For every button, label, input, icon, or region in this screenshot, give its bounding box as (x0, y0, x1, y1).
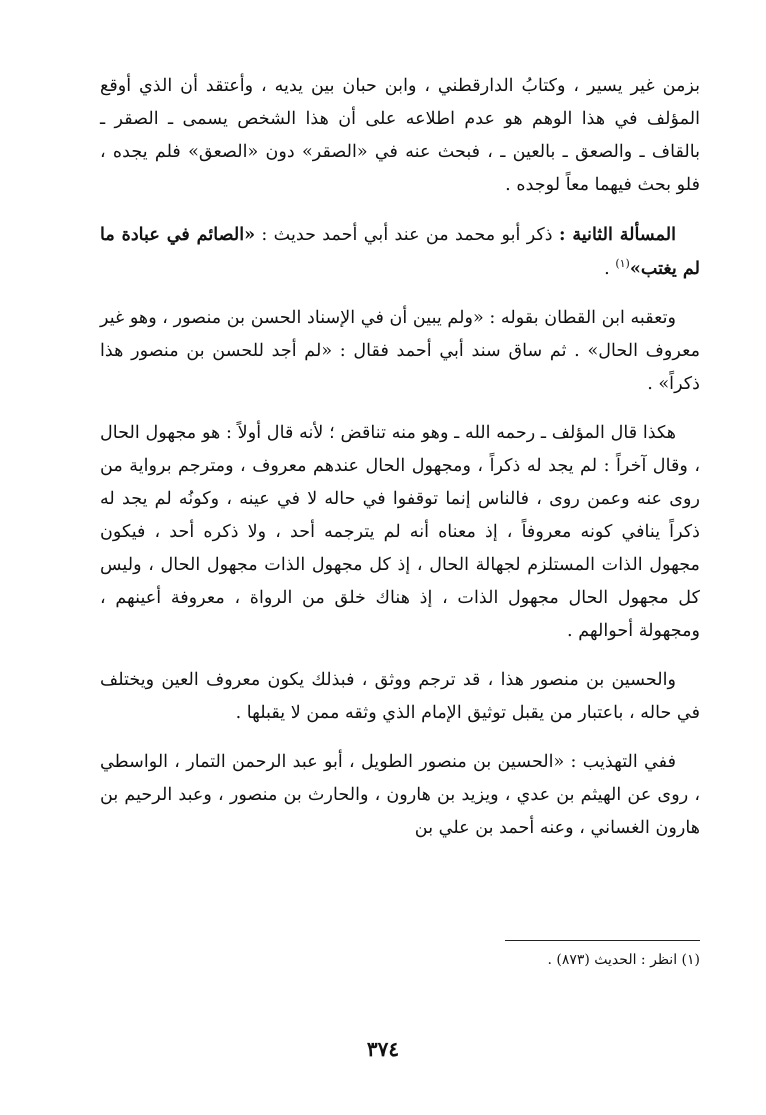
paragraph-1: بزمن غير يسير ، وكتابُ الدارقطني ، وابن حبان بين يديه ، وأعتقد أن الذي أوقع المؤلف في هذا الوهم هو عدم اطلاعه على أن هذا الشخص يسمى ـ الصقر ـ بالقاف ـ والصعق ـ بالعين ـ ، فبحث عنه في «الصقر» دون «الصعق» فلم يجده ، فلو بحث فيهما معاً لوجده . (100, 76, 700, 195)
page-number: ٣٧٤ (366, 1037, 400, 1061)
paragraph-6: ففي التهذيب : «الحسين بن منصور الطويل ، أبو عبد الرحمن التمار ، الواسطي ، روى عن الهيثم بن عدي ، ويزيد بن هارون ، والحارث بن منصور ، وعبد الرحيم بن هارون الغساني ، وعنه أحمد بن علي بن (100, 752, 700, 838)
paragraph-3: وتعقبه ابن القطان بقوله : «ولم يبين أن في الإسناد الحسن بن منصور ، وهو غير معروف الحال» . ثم ساق سند أبي أحمد فقال : «لم أجد للحسن بن منصور هذا ذكراً» . (100, 308, 700, 394)
paragraph-4: هكذا قال المؤلف ـ رحمه الله ـ وهو منه تناقض ؛ لأنه قال أولاً : هو مجهول الحال ، وقال آخراً : لم يجد له ذكراً ، ومجهول الحال عندهم معروف ، ومترجم برواية من روى عنه وعمن روى ، فالناس إنما توقفوا في حاله لا في عينه ، وكونُه لم يجد له ذكراً ينافي كونه معروفاً ، إذ معناه أنه لم يترجمه أحد ، ولا ذكره أحد ، فيكون مجهول الذات المستلزم لجهالة الحال ، إذ كل مجهول الذات مجهول الحال ، وليس كل مجهول الحال مجهول الذات ، إذ هناك خلق من الرواة ، معروفة أعينهم ، ومجهولة أحوالهم . (100, 423, 700, 641)
issue-heading: المسألة الثانية : (558, 224, 676, 245)
paragraph-2-text: ذكر أبو محمد من عند أبي أحمد حديث : (255, 225, 559, 245)
footnote: (١) انظر : الحديث (٨٧٣) . (547, 952, 700, 968)
paragraph-2-end: . (604, 259, 616, 279)
footnote-divider (505, 940, 700, 941)
page-body (100, 70, 700, 861)
paragraph-2 (100, 218, 700, 286)
hadith-quote: «الصائم في عبادة ما لم يغتب» (100, 224, 700, 279)
paragraph-5: والحسين بن منصور هذا ، قد ترجم ووثق ، فبذلك يكون معروف العين ويختلف في حاله ، باعتبار من يقبل توثيق الإمام الذي وثقه ممن لا يقبلها . (100, 670, 700, 723)
footnote-reference: (١) (615, 257, 630, 271)
